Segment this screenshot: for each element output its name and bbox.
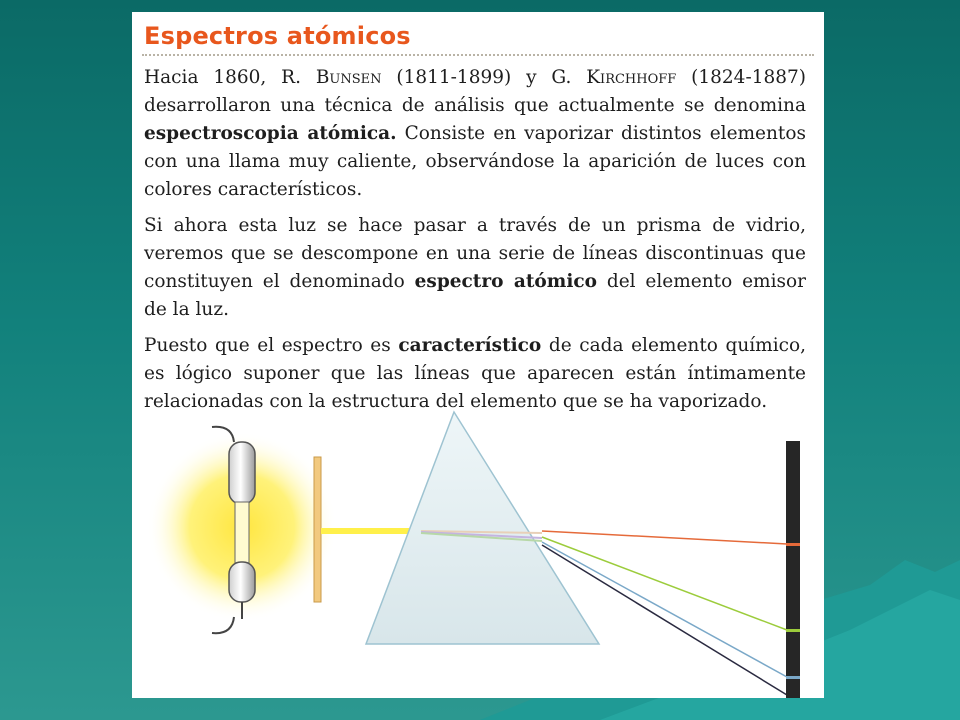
slit-icon	[314, 457, 321, 602]
document-title: Espectros atómicos	[144, 22, 411, 50]
paragraph-1: Hacia 1860, R. Bunsen (1811-1899) y G. Kirchhoff (1824-1887) desarrollaron una técnica de análisis que actualmente se denomina espectroscopia atómica. Consiste en vaporizar distintos elementos con una llama muy caliente, observándose la aparición de luces con colores característicos.	[144, 67, 806, 200]
term-espectro-atomico: espectro atómico	[414, 271, 597, 292]
body-text	[144, 64, 806, 424]
detector-icon	[786, 441, 800, 698]
spectroscope-figure	[132, 397, 824, 698]
name-kirchhoff: Kirchhoff	[586, 67, 677, 88]
term-caracteristico: característico	[398, 335, 542, 356]
lamp-icon	[147, 427, 337, 633]
document-card	[132, 12, 824, 698]
term-espectroscopia: espectroscopia atómica.	[144, 123, 397, 144]
paragraph-3: Puesto que el espectro es característico de cada elemento químico, es lógico suponer que las líneas que aparecen están íntimamente relacionadas con la estructura del elemento que se ha vaporizado.	[144, 335, 806, 412]
name-bunsen: Bunsen	[315, 67, 382, 88]
light-beam	[321, 528, 421, 534]
title-divider	[142, 54, 814, 56]
paragraph-2: Si ahora esta luz se hace pasar a través de un prisma de vidrio, veremos que se descompone en una serie de líneas discontinuas que constituyen el denominado espectro atómico del elemento emisor de la luz.	[144, 215, 806, 320]
